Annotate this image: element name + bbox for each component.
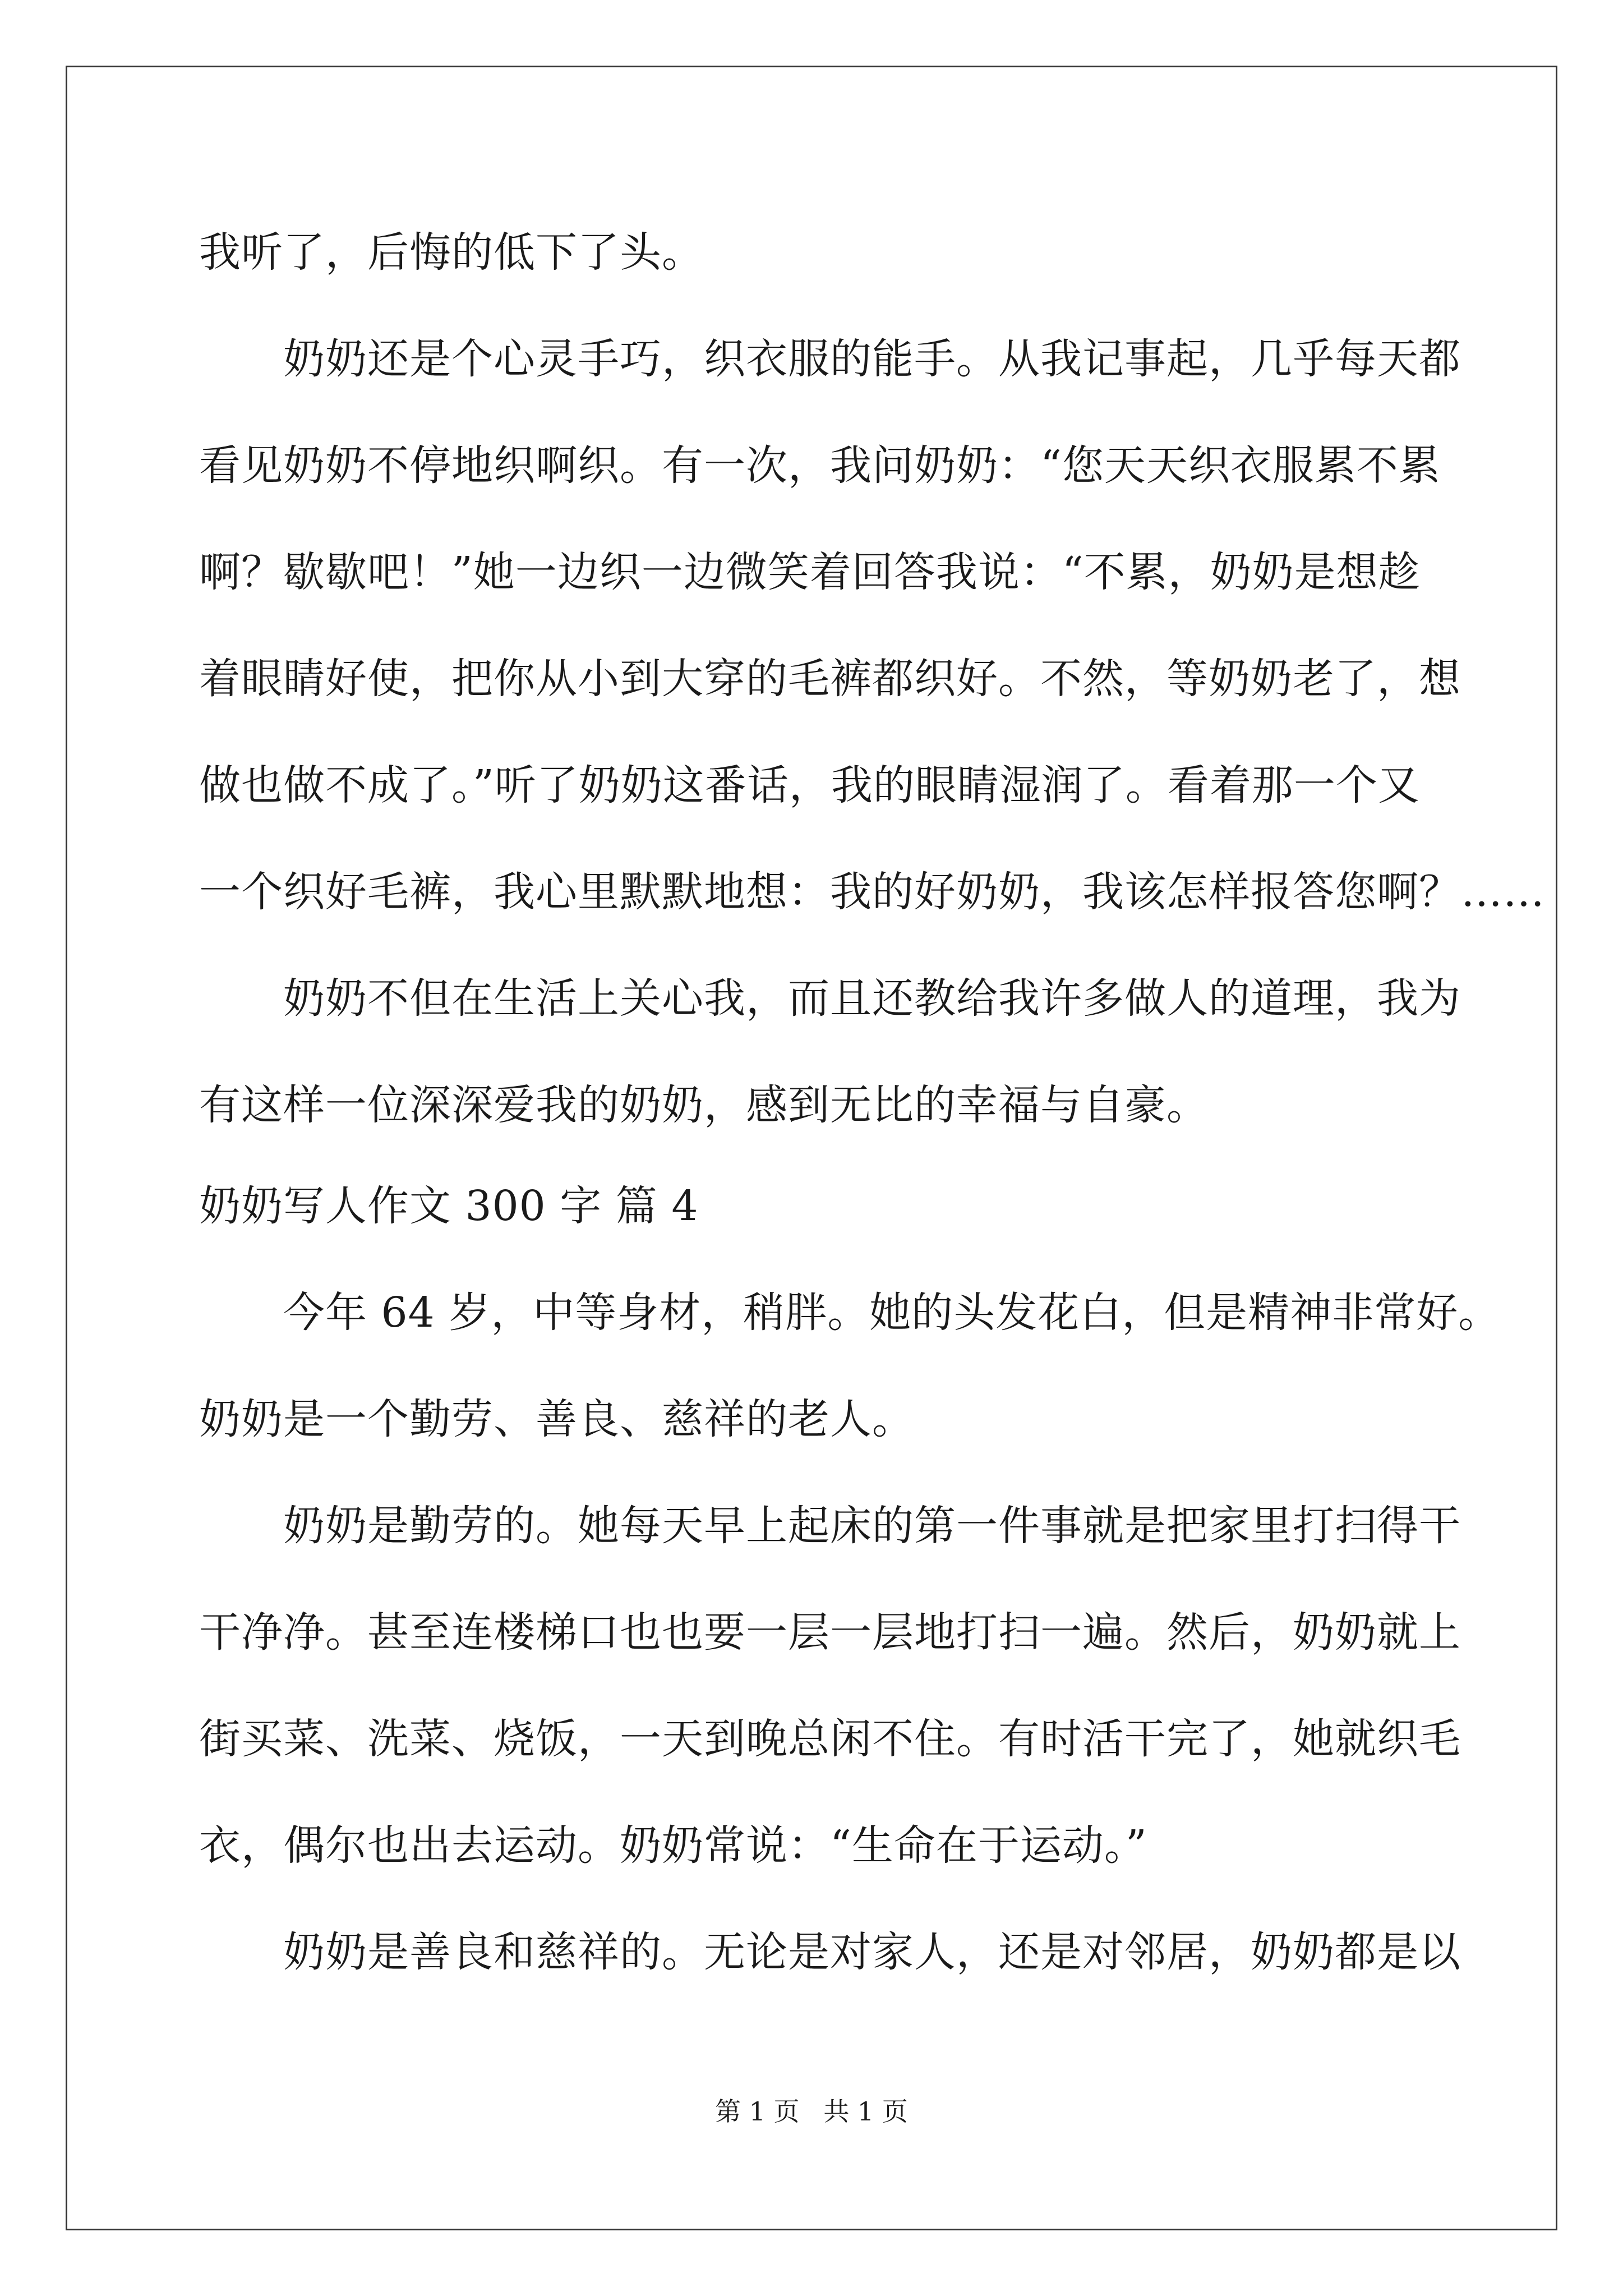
text-line: 我听了，后悔的低下了头。 xyxy=(199,228,704,277)
text-line: 衣，偶尔也出去运动。奶奶常说：“生命在于运动。” xyxy=(199,1821,1147,1870)
text-line: 一个织好毛裤，我心里默默地想：我的好奶奶，我该怎样报答您啊？…… xyxy=(199,868,1545,916)
text-line: 奶奶还是个心灵手巧，织衣服的能手。从我记事起，几乎每天都 xyxy=(283,335,1461,383)
text-line: 今年 64 岁，中等身材，稍胖。她的头发花白，但是精神非常好。 xyxy=(283,1289,1501,1337)
text-line: 啊？歇歇吧！”她一边织一边微笑着回答我说：“不累，奶奶是想趁 xyxy=(199,548,1421,596)
text-line: 看见奶奶不停地织啊织。有一次，我问奶奶：“您天天织衣服累不累 xyxy=(199,441,1441,490)
page-number-current: 第 1 页 xyxy=(715,2096,800,2127)
text-line: 着眼睛好使，把你从小到大穿的毛裤都织好。不然，等奶奶老了，想 xyxy=(199,655,1461,703)
page-number-total: 共 1 页 xyxy=(823,2096,908,2127)
text-line: 奶奶是勤劳的。她每天早上起床的第一件事就是把家里打扫得干 xyxy=(283,1502,1461,1550)
page-footer xyxy=(0,2095,1623,2128)
text-line: 奶奶不但在生活上关心我，而且还教给我许多做人的道理，我为 xyxy=(283,974,1461,1023)
text-line: 干净净。甚至连楼梯口也也要一层一层地打扫一遍。然后，奶奶就上 xyxy=(199,1608,1461,1657)
text-line: 街买菜、洗菜、烧饭，一天到晚总闲不住。有时活干完了，她就织毛 xyxy=(199,1715,1461,1763)
text-line: 奶奶是善良和慈祥的。无论是对家人，还是对邻居，奶奶都是以 xyxy=(283,1928,1461,1976)
text-line: 做也做不成了。”听了奶奶这番话，我的眼睛湿润了。看着那一个又 xyxy=(199,761,1420,809)
text-line: 奶奶是一个勤劳、善良、慈祥的老人。 xyxy=(199,1395,914,1443)
page-border xyxy=(66,66,1557,2230)
text-line: 有这样一位深深爱我的奶奶，感到无比的幸福与自豪。 xyxy=(199,1081,1209,1129)
section-heading: 奶奶写人作文 300 字 篇 4 xyxy=(199,1182,699,1230)
